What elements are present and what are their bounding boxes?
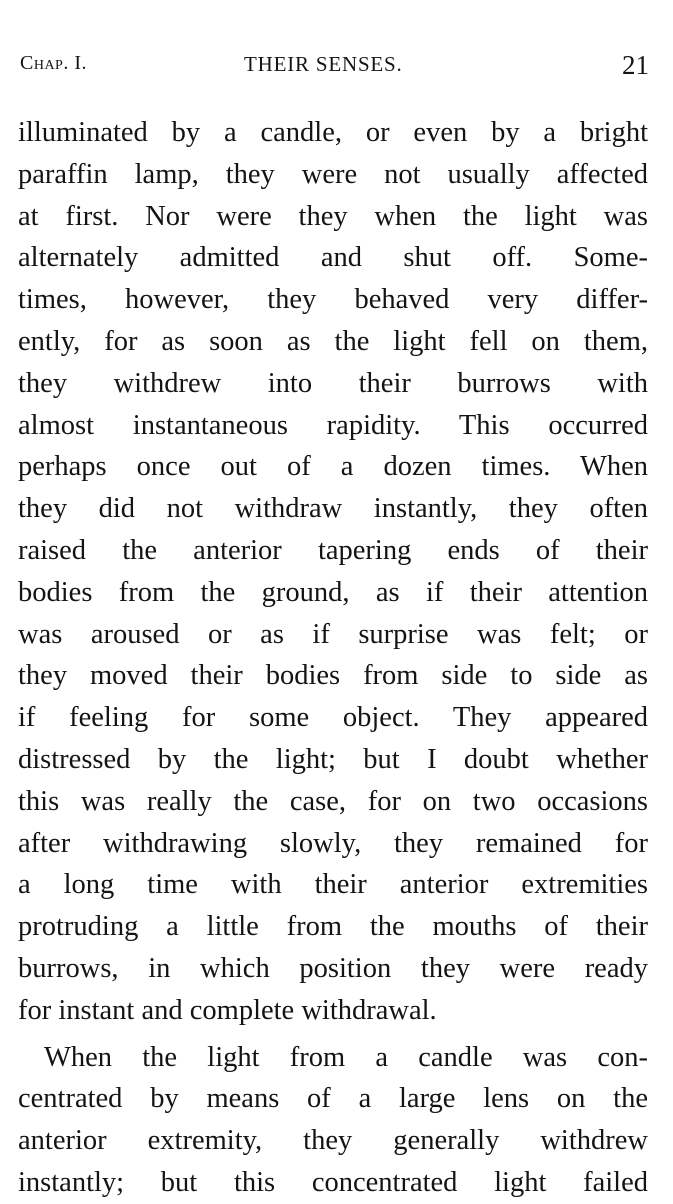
text-line: they withdrew into their burrows with [18,367,648,399]
text-line: this was really the case, for on two occasions [18,785,648,817]
text-line: instantly; but this concentrated light failed [18,1166,648,1198]
text-line: anterior extremity, they generally withdrew [18,1125,648,1157]
page-number: 21 [622,50,649,80]
text-line: a long time with their anterior extremities [18,869,648,901]
text-line: burrows, in which position they were ready [18,952,648,984]
text-line: raised the anterior tapering ends of their [18,534,648,566]
text-line: bodies from the ground, as if their attention [18,576,648,608]
text-line: at first. Nor were they when the light was [18,200,648,232]
text-line: ently, for as soon as the light fell on them, [18,325,648,357]
text-line: perhaps once out of a dozen times. When [18,451,648,483]
text-line: protruding a little from the mouths of their [18,911,648,943]
text-line: distressed by the light; but I doubt whether [18,743,648,775]
paragraph [18,1037,648,1204]
text-line: centrated by means of a large lens on the [18,1083,648,1115]
text-line: was aroused or as if surprise was felt; or [18,618,648,650]
paragraph [18,112,648,1032]
running-head [20,52,649,88]
chapter-label: Chap. I. [20,52,88,74]
text-line: they moved their bodies from side to side as [18,660,648,692]
text-line: illuminated by a candle, or even by a bright [18,117,648,148]
text-line: paraffin lamp, they were not usually affected [18,158,648,190]
text-line: When the light from a candle was con- [44,1041,648,1073]
text-line: times, however, they behaved very differ- [18,284,648,316]
running-title: THEIR SENSES. [244,52,403,76]
text-line: almost instantaneous rapidity. This occurred [18,409,648,441]
text-line: for instant and complete withdrawal. [18,994,437,1026]
text-line: alternately admitted and shut off. Some- [18,242,648,274]
body-text [18,112,648,1204]
text-line: if feeling for some object. They appeared [18,702,648,734]
text-line: they did not withdraw instantly, they often [18,493,648,525]
text-line: after withdrawing slowly, they remained for [18,827,648,859]
